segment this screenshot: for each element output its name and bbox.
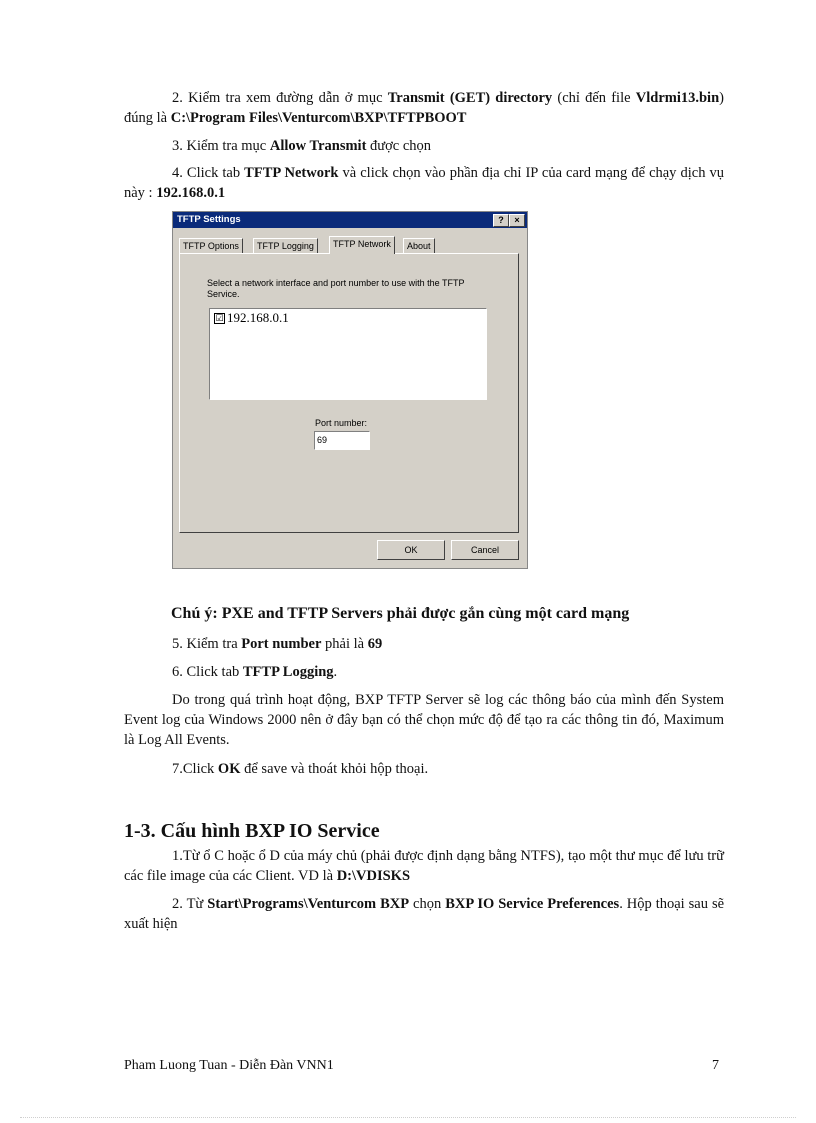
checkbox-checked-icon[interactable]: ☑ bbox=[215, 313, 224, 323]
text: 3. Kiểm tra mục bbox=[172, 138, 270, 154]
tab-tftp-logging[interactable]: TFTP Logging bbox=[253, 238, 318, 253]
bold-text: OK bbox=[217, 761, 241, 777]
section-heading: 1-3. Cấu hình BXP IO Service bbox=[124, 820, 380, 842]
text: được chọn bbox=[366, 138, 432, 154]
paragraph-step-4 bbox=[124, 163, 724, 203]
paragraph-step-3 bbox=[124, 136, 724, 156]
tab-tftp-network[interactable]: TFTP Network bbox=[329, 236, 395, 254]
bold-text: TFTP Network bbox=[244, 165, 339, 181]
text: 5. Kiểm tra bbox=[172, 636, 242, 652]
dialog-titlebar bbox=[173, 212, 527, 228]
text: chọn bbox=[409, 896, 446, 912]
dialog-description: Select a network interface and port number to use with the TFTP Service. bbox=[207, 278, 465, 299]
text: (chỉ đến file bbox=[552, 90, 636, 106]
dialog-title: TFTP Settings bbox=[177, 214, 241, 225]
cancel-button[interactable]: Cancel bbox=[451, 540, 519, 560]
bold-text: 192.168.0.1 bbox=[156, 185, 226, 201]
text: 2. Từ bbox=[172, 896, 208, 912]
text: và click chọn vào phần địa chỉ IP của card mạng để chạy dịch vụ này : bbox=[124, 165, 725, 201]
page-number: 7 bbox=[712, 1058, 719, 1073]
ok-button[interactable]: OK bbox=[377, 540, 445, 560]
help-icon[interactable]: ? bbox=[493, 214, 509, 227]
tftp-settings-dialog bbox=[172, 211, 528, 569]
footer-author: Pham Luong Tuan - Diễn Đàn VNN1 bbox=[124, 1058, 334, 1073]
note-text: PXE and TFTP Servers phải được gắn cùng một card mạng bbox=[217, 605, 630, 622]
paragraph-logging-info: Do trong quá trình hoạt động, BXP TFTP Server sẽ log các thông báo của mình đến System Event log của Windows 2000 nên ở đây bạn có thể chọn mức độ để tạo ra các thông tin đó, Maximum là Log All Events. bbox=[124, 692, 724, 748]
note-label: Chú ý: bbox=[171, 605, 218, 622]
note bbox=[171, 605, 629, 623]
port-number-label: Port number: bbox=[315, 418, 368, 428]
paragraph-step-2 bbox=[124, 88, 724, 128]
text: để save và thoát khỏi hộp thoại. bbox=[240, 761, 429, 777]
tab-tftp-options[interactable]: TFTP Options bbox=[179, 238, 243, 253]
bold-text: TFTP Logging bbox=[242, 664, 334, 680]
paragraph-step-6 bbox=[124, 662, 724, 682]
tab-about[interactable]: About bbox=[403, 238, 435, 253]
bold-text: Allow Transmit bbox=[269, 138, 367, 154]
paragraph-step-7 bbox=[124, 759, 724, 779]
port-number-input[interactable]: 69 bbox=[314, 431, 370, 450]
close-icon[interactable]: × bbox=[509, 214, 525, 227]
bold-text: 69 bbox=[367, 636, 383, 652]
text: 1.Từ ổ C hoặc ổ D của máy chủ (phải được định dạng bằng NTFS), tạo một thư mục để lưu trữ các file image của các Client. VD là bbox=[124, 848, 724, 884]
ip-address: 192.168.0.1 bbox=[227, 310, 289, 325]
paragraph-io-step-2 bbox=[124, 894, 724, 934]
text: 6. Click tab bbox=[172, 664, 243, 680]
bold-text: Transmit (GET) directory bbox=[387, 90, 553, 106]
text: . Hộp thoại sau sẽ xuất hiện bbox=[124, 896, 725, 932]
bold-text: C:\Program Files\Venturcom\BXP\TFTPBOOT bbox=[170, 110, 467, 126]
paragraph-io-step-1 bbox=[124, 846, 724, 886]
bold-text: Port number bbox=[241, 636, 322, 652]
text: ) đúng là bbox=[124, 90, 724, 126]
paragraph-step-5 bbox=[124, 634, 724, 654]
network-interface-list[interactable] bbox=[209, 308, 487, 400]
bold-text: BXP IO Service Preferences bbox=[445, 896, 620, 912]
text: 2. Kiểm tra xem đường dẫn ở mục bbox=[172, 90, 388, 106]
bold-text: Start\Programs\Venturcom BXP bbox=[207, 896, 410, 912]
text: 4. Click tab bbox=[172, 165, 245, 181]
text: phải là bbox=[321, 636, 368, 652]
bold-text: D:\VDISKS bbox=[336, 868, 411, 884]
page-divider bbox=[20, 1117, 796, 1118]
text: 7.Click bbox=[172, 761, 218, 777]
text: . bbox=[333, 664, 338, 680]
bold-text: Vldrmi13.bin bbox=[635, 90, 720, 106]
